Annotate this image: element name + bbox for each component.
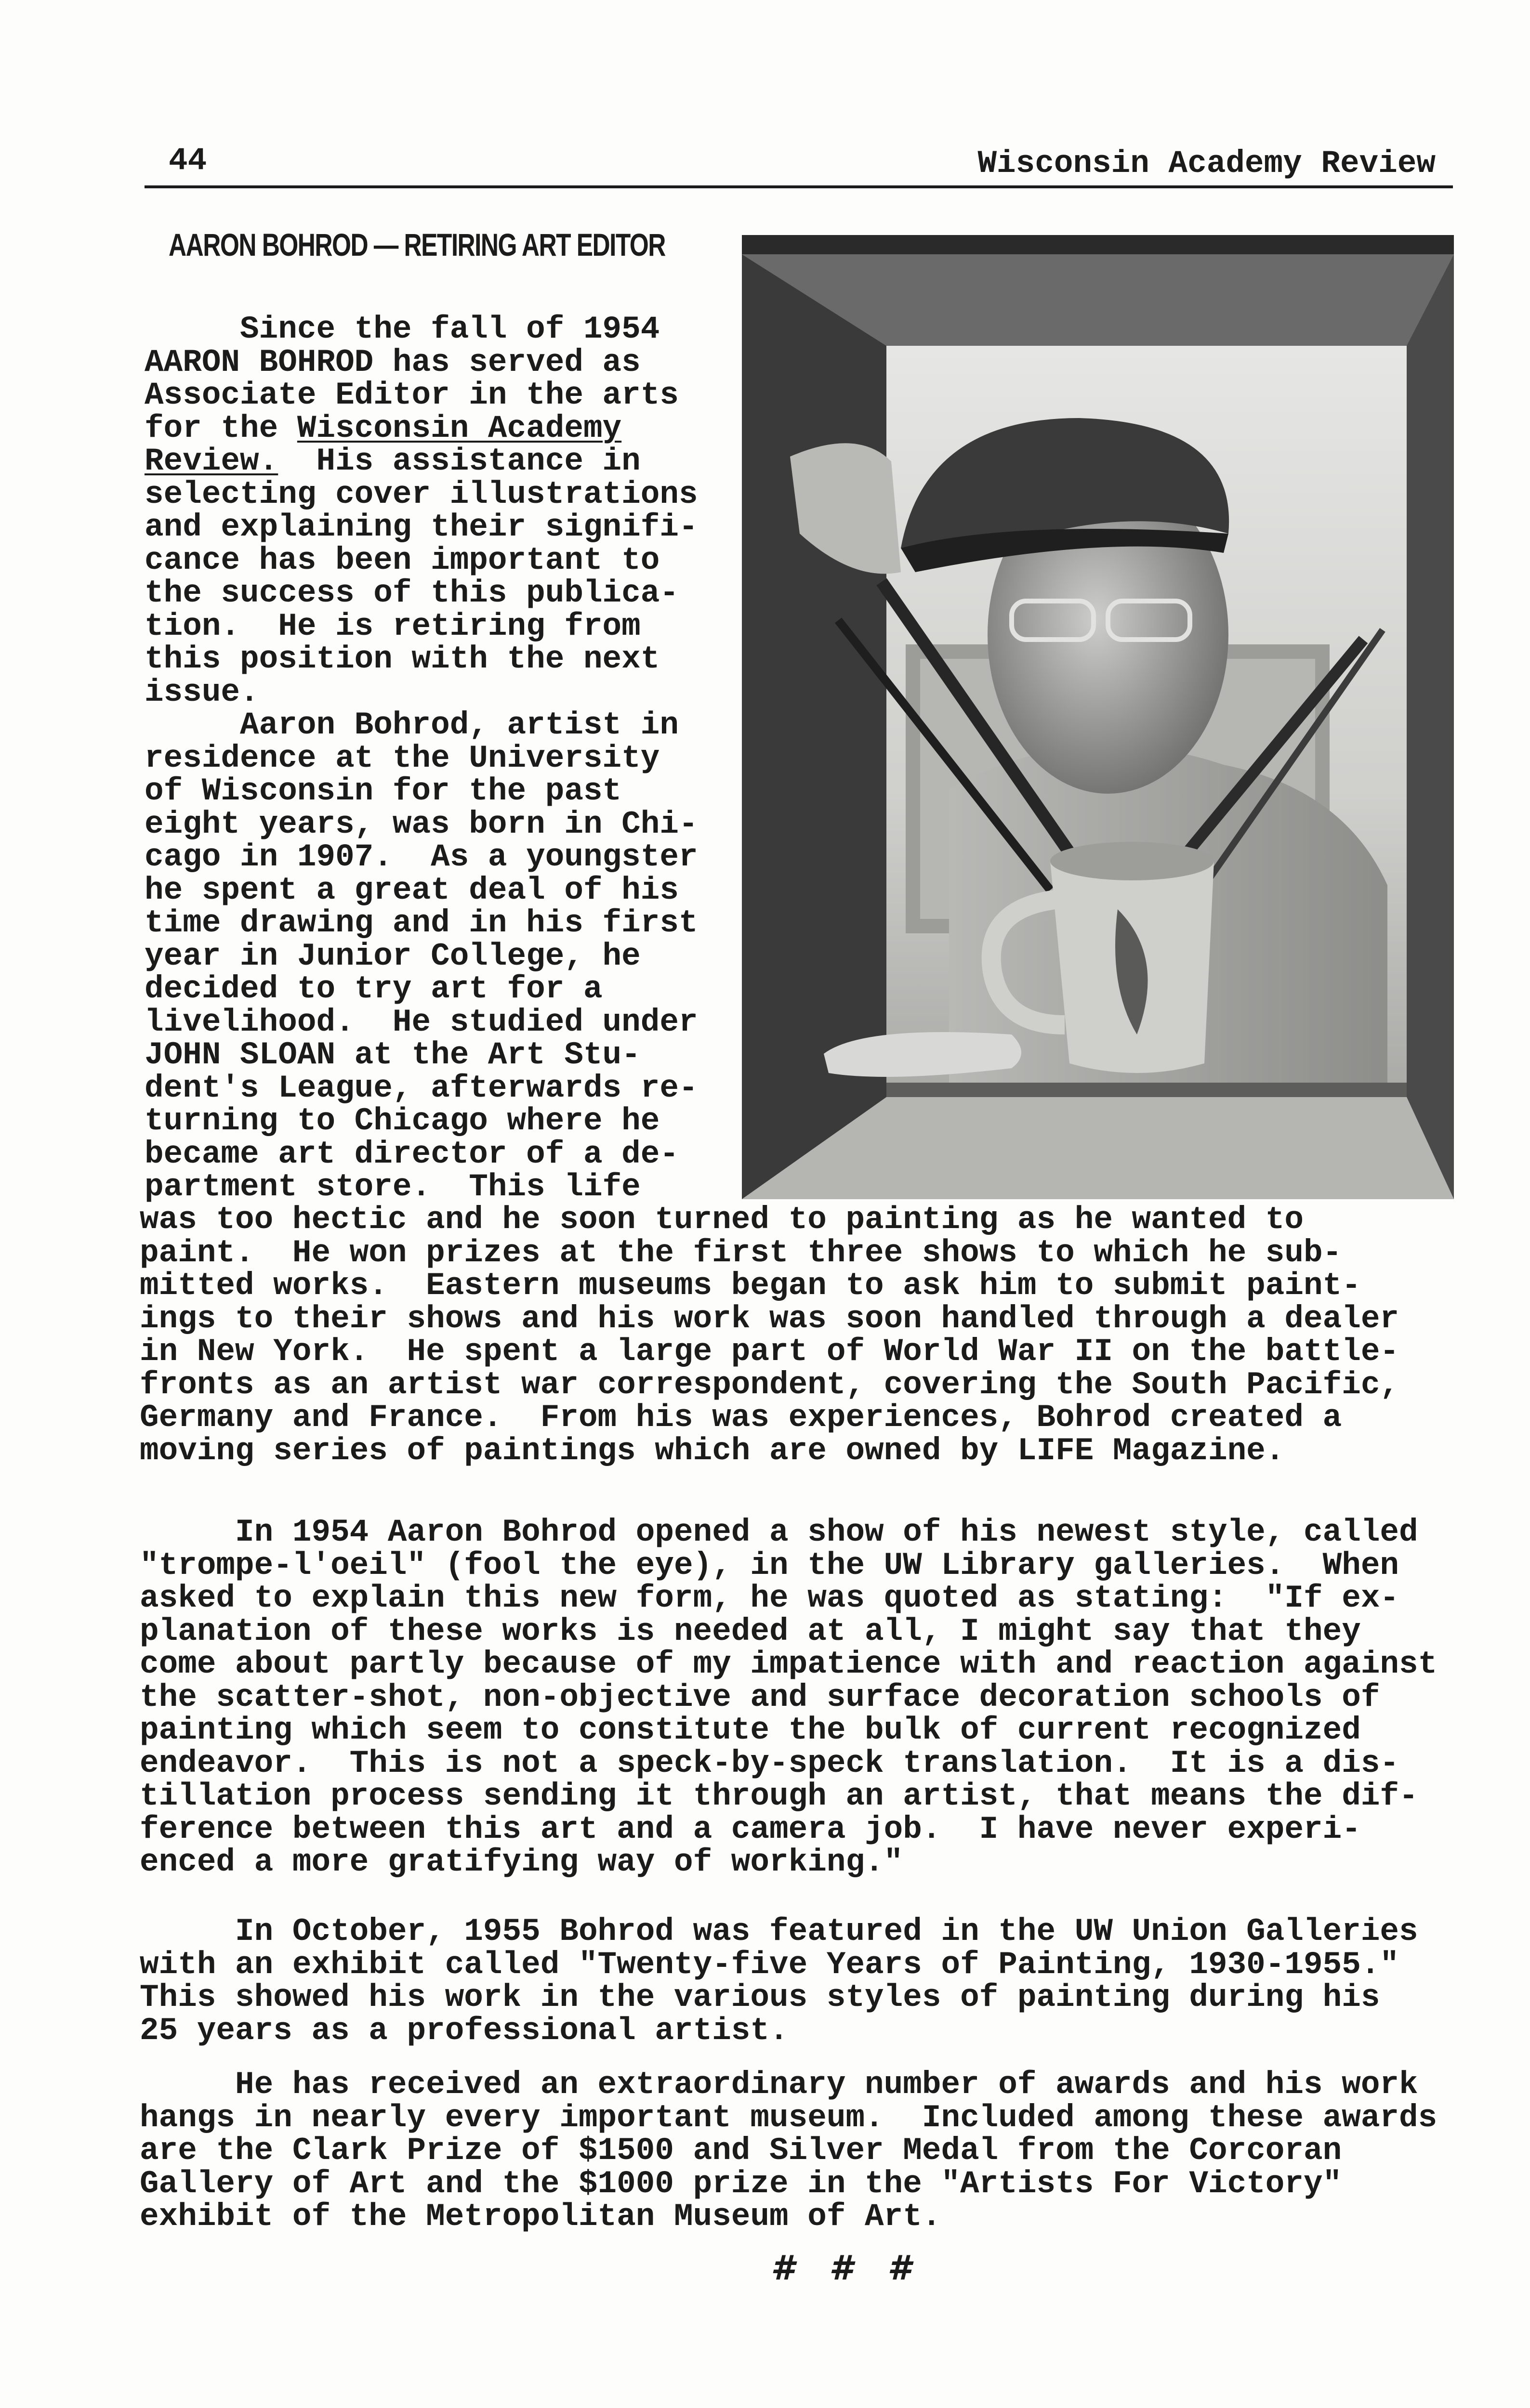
text-line: asked to explain this new form, he was quoted as stating: "If ex-: [140, 1580, 1399, 1616]
text-line: he spent a great deal of his: [145, 872, 679, 908]
text-line: turning to Chicago where he: [145, 1103, 660, 1139]
text-line: Since the fall of 1954: [145, 311, 660, 347]
text-line: residence at the University: [145, 740, 660, 776]
text-line: the success of this publica-: [145, 575, 679, 611]
text-line: in New York. He spent a large part of World War II on the battle-: [140, 1334, 1399, 1370]
text-line: was too hectic and he soon turned to painting as he wanted to: [140, 1202, 1304, 1238]
text-line: hangs in nearly every important museum. Included among these awards: [140, 2099, 1438, 2136]
text-line: enced a more gratifying way of working.": [140, 1844, 903, 1880]
text-line-end: His assistance in: [278, 443, 641, 479]
text-line: "trompe-l'oeil" (fool the eye), in the UW Library galleries. When: [140, 1547, 1399, 1584]
text-line: cance has been important to: [145, 542, 660, 578]
paragraph-career: [140, 1204, 1399, 1467]
text-line: mitted works. Eastern museums began to ask him to submit paint-: [140, 1268, 1361, 1304]
artist-portrait-photo: [742, 235, 1454, 1199]
text-line: planation of these works is needed at all, I might say that they: [140, 1613, 1361, 1649]
article-column-text: [145, 313, 698, 1204]
text-line: AARON BOHROD has served as: [145, 344, 641, 380]
text-line: ference between this art and a camera job. I have never experi-: [140, 1811, 1361, 1847]
portrait-photo-icon: [742, 235, 1454, 1199]
text-line: cago in 1907. As a youngster: [145, 839, 698, 875]
text-line: eight years, was born in Chi-: [145, 806, 698, 842]
text-line: Aaron Bohrod, artist in: [145, 707, 679, 743]
text-line: Associate Editor in the arts: [145, 377, 679, 413]
text-line: exhibit of the Metropolitan Museum of Art.: [140, 2199, 941, 2235]
text-line: [145, 445, 698, 478]
text-line: paint. He won prizes at the first three shows to which he sub-: [140, 1234, 1342, 1271]
text-line: JOHN SLOAN at the Art Stu-: [145, 1037, 641, 1073]
text-line: This showed his work in the various styles of painting during his: [140, 1979, 1380, 2015]
paragraph-awards: [140, 2068, 1437, 2234]
text-line: tion. He is retiring from: [145, 608, 641, 644]
article-headline: AARON BOHROD — RETIRING ART EDITOR: [169, 227, 665, 262]
journal-title-reference: Wisconsin Academy: [297, 410, 622, 446]
text-line: 25 years as a professional artist.: [140, 2012, 789, 2049]
header-rule: [145, 185, 1453, 188]
text-line: He has received an extraordinary number of awards and his work: [140, 2067, 1418, 2103]
page-number: 44: [169, 143, 207, 179]
end-of-article-mark: # # #: [771, 2248, 923, 2288]
text-line: livelihood. He studied under: [145, 1004, 698, 1040]
journal-running-title: Wisconsin Academy Review: [977, 145, 1436, 182]
text-line: come about partly because of my impatience with and reaction against: [140, 1646, 1438, 1682]
text-line: In 1954 Aaron Bohrod opened a show of his newest style, called: [140, 1514, 1418, 1550]
page-header: [145, 143, 1455, 191]
text-line: time drawing and in his first: [145, 905, 698, 941]
text-line: with an exhibit called "Twenty-five Years of Painting, 1930-1955.": [140, 1946, 1399, 1983]
text-line: dent's League, afterwards re-: [145, 1070, 698, 1106]
text-line: fronts as an artist war correspondent, covering the South Pacific,: [140, 1366, 1399, 1403]
text-line: In October, 1955 Bohrod was featured in the UW Union Galleries: [140, 1913, 1418, 1950]
text-line: Gallery of Art and the $1000 prize in the "Artists For Victory": [140, 2165, 1342, 2202]
text-line: are the Clark Prize of $1500 and Silver Medal from the Corcoran: [140, 2133, 1342, 2169]
text-line: Germany and France. From his was experiences, Bohrod created a: [140, 1400, 1342, 1436]
paragraph-trompe-loeil: [140, 1516, 1437, 1879]
text-line: tillation process sending it through an artist, that means the dif-: [140, 1778, 1418, 1814]
text-line: this position with the next: [145, 641, 660, 677]
review-word: Review.: [145, 443, 278, 479]
text-line: year in Junior College, he: [145, 938, 641, 974]
text-line: of Wisconsin for the past: [145, 773, 622, 809]
text-line: selecting cover illustrations: [145, 476, 698, 512]
text-line: painting which seem to constitute the bulk of current recognized: [140, 1712, 1361, 1748]
text-line: ings to their shows and his work was soon handled through a dealer: [140, 1300, 1399, 1337]
paragraph-union-galleries: [140, 1915, 1418, 2047]
text-line: decided to try art for a: [145, 971, 603, 1007]
text-line: and explaining their signifi-: [145, 509, 698, 545]
text-line: [145, 412, 698, 445]
text-line: became art director of a de-: [145, 1136, 679, 1172]
text-line: endeavor. This is not a speck-by-speck translation. It is a dis-: [140, 1745, 1399, 1781]
text-line: the scatter-shot, non-objective and surface decoration schools of: [140, 1679, 1380, 1715]
text-line: partment store. This life: [145, 1169, 641, 1205]
text-line-start: for the: [145, 410, 297, 446]
text-line: issue.: [145, 674, 259, 710]
text-line: moving series of paintings which are owned by LIFE Magazine.: [140, 1432, 1285, 1469]
